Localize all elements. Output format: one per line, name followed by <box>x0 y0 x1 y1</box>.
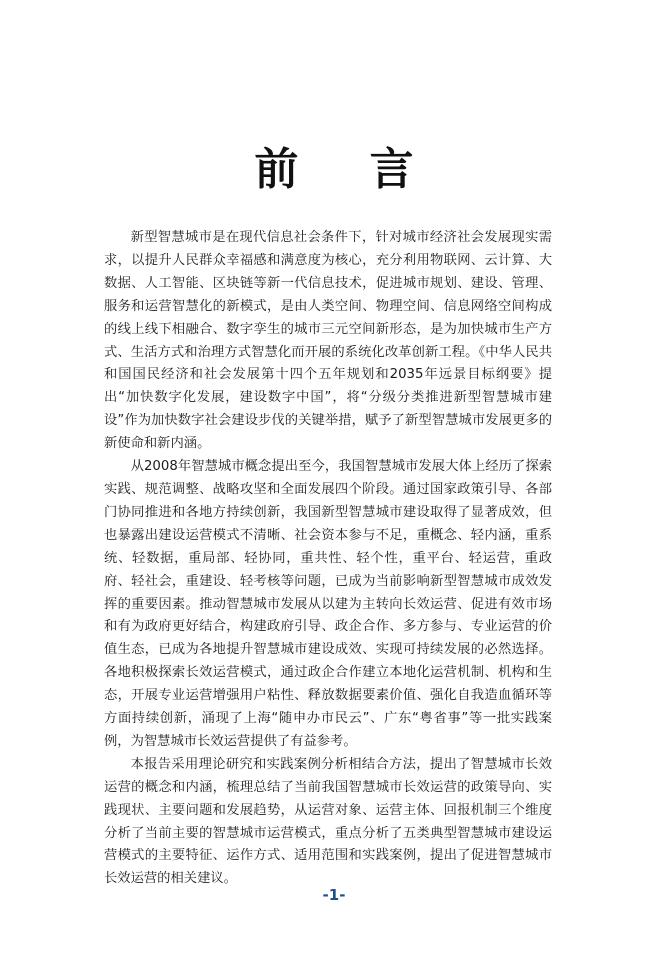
paragraph-history: 从2008年智慧城市概念提出至今，我国智慧城市发展大体上经历了探索实践、规范调整、战略攻坚和全面发展四个阶段。通过国家政策引导、各部门协同推进和各地方持续创新，我国新型智慧城市建设取得了显著成效，但也暴露出建设运营模式不清晰、社会资本参与不足，重概念、轻内涵，重系统、轻数据，重局部、轻协同，重共性、轻个性，重平台、轻运营，重政府、轻社会，重建设、轻考核等问题，已成为当前影响新型智慧城市成效发挥的重要因素。推动智慧城市发展从以建为主转向长效运营、促进有效市场和有为政府更好结合，构建政府引导、政企合作、多方参与、专业运营的价值生态，已成为各地提升智慧城市建设成效、实现可持续发展的必然选择。各地积极探索长效运营模式，通过政企合作建立本地化运营机制、机构和生态，开展专业运营增强用户粘性、释放数据要素价值、强化自我造血循环等方面持续创新，涌现了上海“随申办市民云”、广东“粤省事”等一批实践案例，为智慧城市长效运营提供了有益参考。 <box>104 459 552 749</box>
paragraph-report-scope: 本报告采用理论研究和实践案例分析相结合方法，提出了智慧城市长效运营的概念和内涵，梳理总结了当前我国智慧城市长效运营的政策导向、实践现状、主要问题和发展趋势，从运营对象、运营主体、回报机制三个维度分析了当前主要的智慧城市运营模式，重点分析了五类典型智慧城市建设运营模式的主要特征、运作方式、适用范围和实践案例，提出了促进智慧城市长效运营的相关建议。 <box>104 756 552 887</box>
body-text <box>104 227 552 891</box>
paragraph-intro: 新型智慧城市是在现代信息社会条件下，针对城市经济社会发展现实需求，以提升人民群众幸福感和满意度为核心，充分利用物联网、云计算、大数据、人工智能、区块链等新一代信息技术，促进城市规划、建设、管理、服务和运营智慧化的新模式，是由人类空间、物理空间、信息网络空间构成的线上线下相融合、数字孪生的城市三元空间新形态，是为加快城市生产方式、生活方式和治理方式智慧化而开展的系统化改革创新工程。《中华人民共和国国民经济和社会发展第十四个五年规划和2035年远景目标纲要》提出“加快数字化发展，建设数字中国”，将“分级分类推进新型智慧城市建设”作为加快数字社会建设步伐的关键举措，赋予了新型智慧城市发展更多的新使命和新内涵。 <box>104 230 552 452</box>
page-number: -1- <box>322 886 346 904</box>
page-title: 前 言 <box>254 144 442 195</box>
